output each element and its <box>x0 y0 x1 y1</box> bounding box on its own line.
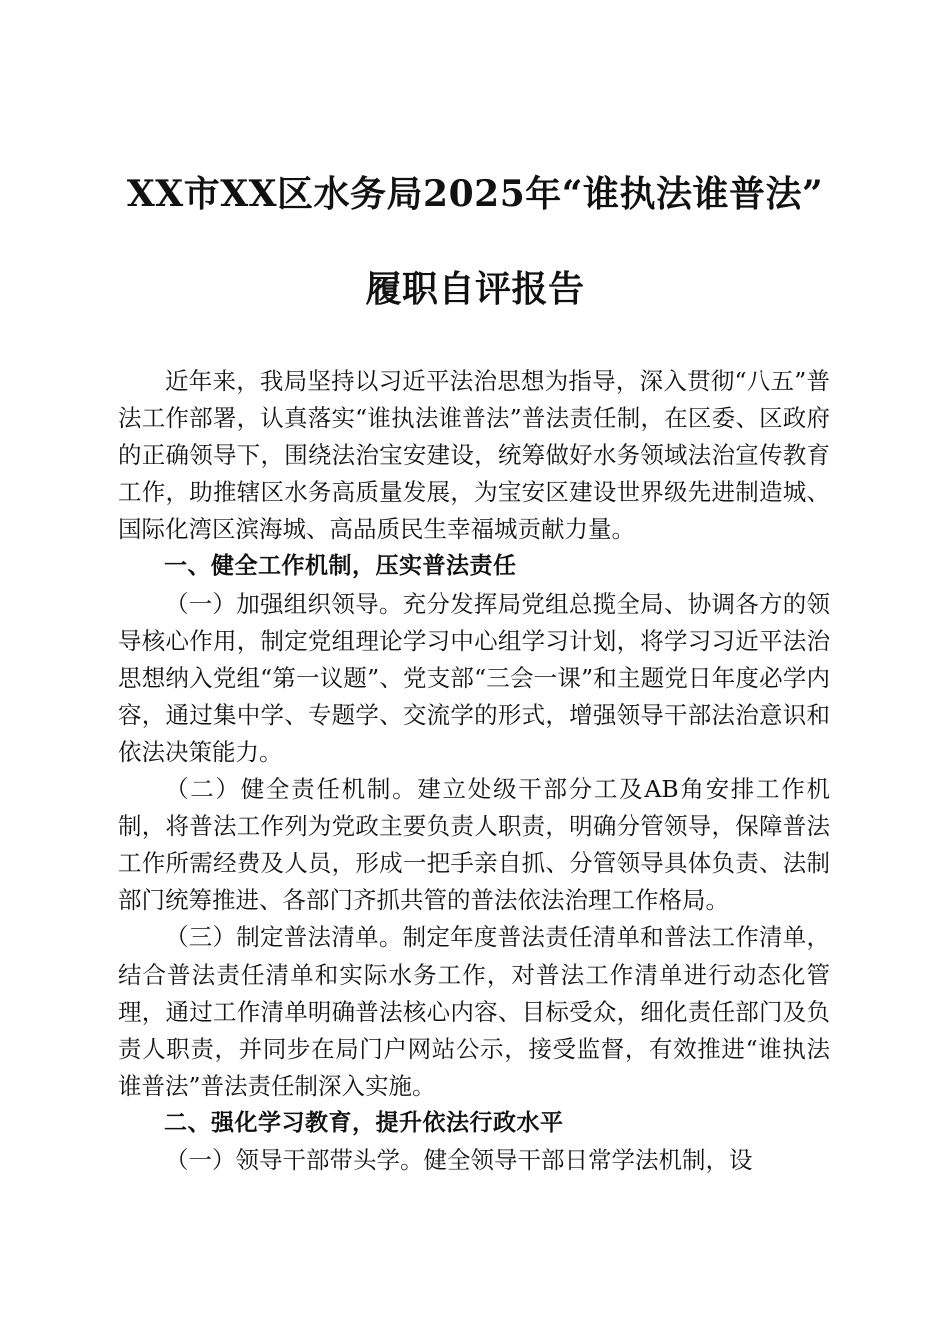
document-title-line-2: 履职自评报告 <box>365 268 585 310</box>
intro-paragraph: 近年来，我局坚持以习近平法治思想为指导，深入贯彻“八五”普法工作部署，认真落实“谁执法谁普法”普法责任制，在区委、区政府的正确领导下，围绕法治宝安建设，统筹做好水务领域法治宣传教育工作，助推辖区水务高质量发展，为宝安区建设世界级先进制造城、国际化湾区滨海城、高品质民生幸福城贡献力量。 <box>118 367 830 544</box>
document-body <box>118 363 830 1179</box>
body-paragraph: （二）健全责任机制。建立处级干部分工及AB角安排工作机制，将普法工作列为党政主要负责人职责，明确分管领导，保障普法工作所需经费及人员，形成一把手亲自抓、分管领导具体负责、法制部门统筹推进、各部门齐抓共管的普法依法治理工作格局。 <box>118 775 830 915</box>
body-paragraph: （三）制定普法清单。制定年度普法责任清单和普法工作清单，结合普法责任清单和实际水务工作，对普法工作清单进行动态化管理，通过工作清单明确普法核心内容、目标受众，细化责任部门及负责人职责，并同步在局门户网站公示，接受监督，有效推进“谁执法谁普法”普法责任制深入实施。 <box>118 923 830 1100</box>
document-title-line-1: XX市XX区水务局2025年“谁执法谁普法” <box>126 173 824 215</box>
section-heading-1: 一、健全工作机制，压实普法责任 <box>164 553 517 580</box>
body-paragraph: （一）领导干部带头学。健全领导干部日常学法机制，设 <box>165 1145 753 1174</box>
section-heading-2: 二、强化学习教育，提升依法行政水平 <box>164 1109 564 1136</box>
body-paragraph: （一）加强组织领导。充分发挥局党组总揽全局、协调各方的领导核心作用，制定党组理论学习中心组学习计划，将学习习近平法治思想纳入党组“第一议题”、党支部“三会一课”和主题党日年度必学内容，通过集中学、专题学、交流学的形式，增强领导干部法治意识和依法决策能力。 <box>118 589 830 766</box>
